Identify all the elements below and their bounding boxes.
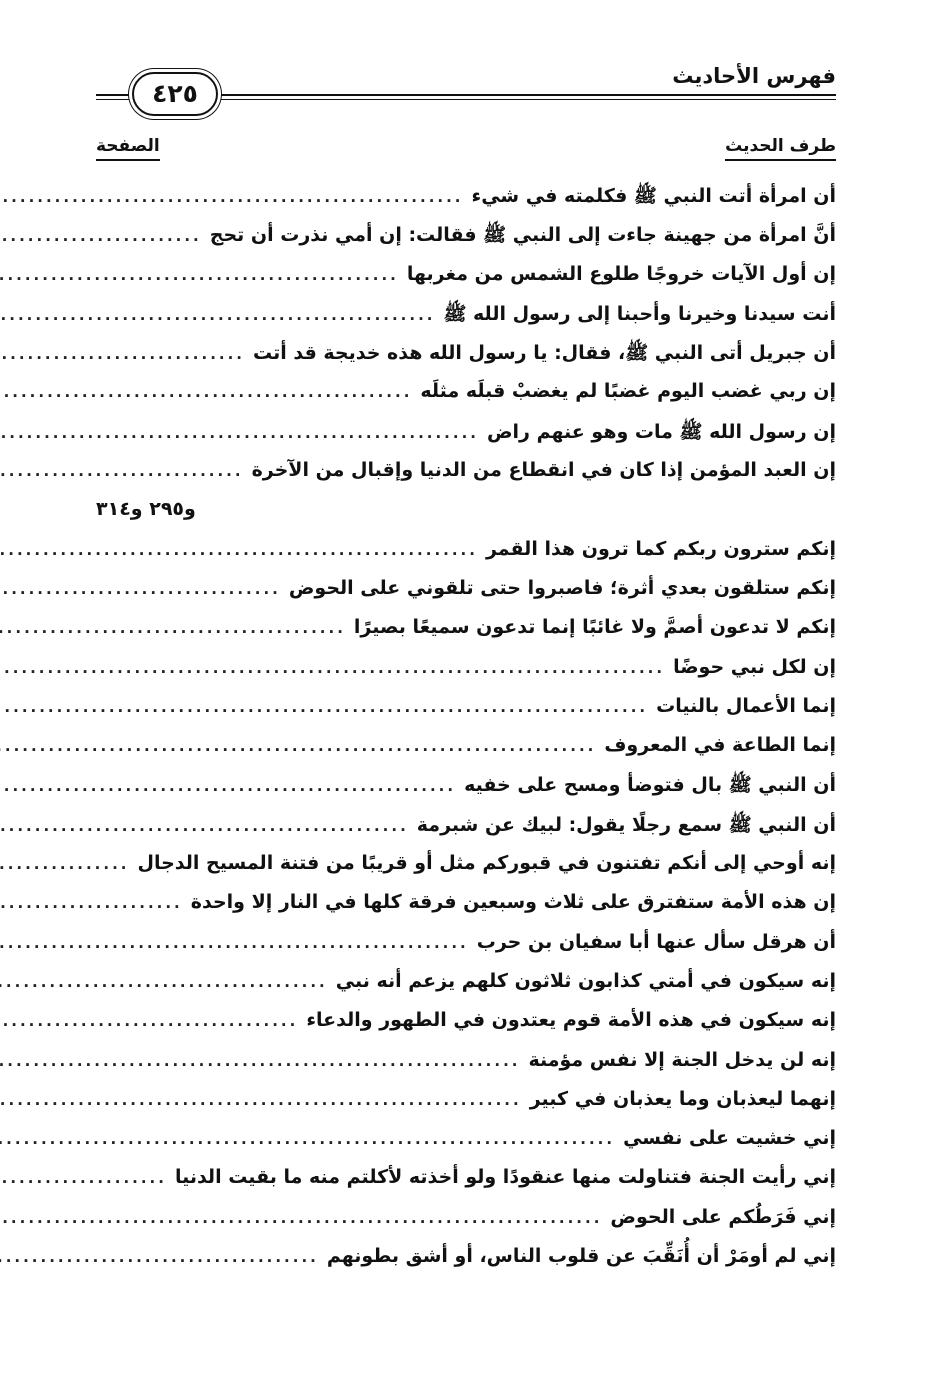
index-entry	[96, 223, 836, 262]
leader-dots	[0, 1052, 520, 1070]
index-entry	[96, 459, 836, 498]
entry-text: إن رسول الله ﷺ مات وهو عنهم راض	[486, 420, 836, 443]
leader-dots	[0, 580, 281, 598]
leader-dots	[0, 541, 478, 559]
index-entry	[96, 1127, 836, 1166]
entry-text: إني خشيت على نفسي	[623, 1127, 836, 1150]
leader-dots	[0, 1130, 615, 1148]
index-entry	[96, 341, 836, 380]
leader-dots	[0, 934, 469, 952]
leader-dots	[0, 1012, 298, 1030]
index-entry	[96, 1009, 836, 1048]
entry-text: أن هرقل سأل عنها أبا سفيان بن حرب	[476, 930, 836, 953]
index-entry	[96, 1245, 836, 1284]
index-entries	[96, 184, 836, 1284]
index-entry	[96, 616, 836, 655]
leader-dots	[0, 306, 435, 324]
leader-dots	[0, 894, 183, 912]
page-number: ٤٢٥	[132, 72, 218, 116]
index-entry	[96, 773, 836, 812]
entry-text: إن لكل نبي حوضًا	[673, 655, 836, 678]
page-title: فهرس الأحاديث	[672, 64, 836, 88]
header-rule-left	[96, 94, 130, 100]
leader-dots	[0, 777, 456, 795]
leader-dots	[0, 383, 412, 401]
leader-dots	[0, 1091, 522, 1109]
index-entry	[96, 891, 836, 930]
index-entry	[96, 577, 836, 616]
index-entry	[96, 656, 836, 695]
entry-text: أن النبي ﷺ بال فتوضأ ومسح على خفيه	[464, 774, 836, 797]
index-entry	[96, 184, 836, 223]
entry-text: إنه سيكون في هذه الأمة قوم يعتدون في الطهور والدعاء	[306, 1009, 836, 1032]
index-entry	[96, 538, 836, 577]
entry-text: إنكم سترون ربكم كما ترون هذا القمر	[485, 537, 836, 560]
leader-dots	[0, 462, 244, 480]
leader-dots	[0, 1248, 319, 1266]
entry-text: إنكم ستلقون بعدي أثرة؛ فاصبروا حتى تلقوني على الحوض	[288, 576, 836, 599]
entry-text: إنما الأعمال بالنيات	[656, 694, 836, 717]
index-entry	[96, 852, 836, 891]
entry-text: إني فَرَطُكم على الحوض	[610, 1205, 836, 1228]
leader-dots	[0, 1169, 167, 1187]
entry-text: إنكم لا تدعون أصمَّ ولا غائبًا إنما تدعون سميعًا بصيرًا	[353, 616, 836, 639]
entry-text: إن العبد المؤمن إذا كان في انقطاع من الدنيا وإقبال من الآخرة	[251, 459, 836, 482]
entry-text: أن النبي ﷺ سمع رجلًا يقول: لبيك عن شبرمة	[416, 813, 836, 836]
index-entry	[96, 695, 836, 734]
leader-dots	[0, 659, 665, 677]
entry-text: إنما الطاعة في المعروف	[604, 734, 836, 757]
entry-text: إن أول الآيات خروجًا طلوع الشمس من مغربها	[406, 262, 836, 285]
index-entry	[96, 1166, 836, 1205]
index-entry-continuation	[96, 498, 836, 537]
leader-dots	[0, 345, 245, 363]
leader-dots	[0, 424, 479, 442]
entry-text: إنهما ليعذبان وما يعذبان في كبير	[529, 1087, 836, 1110]
index-entry	[96, 1206, 836, 1245]
leader-dots	[0, 737, 596, 755]
entry-text: إن ربي غضب اليوم غضبًا لم يغضبْ قبلَه مثلَه	[420, 380, 836, 403]
leader-dots	[0, 698, 648, 716]
entry-text: إني لم أومَرْ أن أُنَقِّبَ عن قلوب الناس، أو أشق بطونهم	[326, 1245, 836, 1268]
entry-text: إن هذه الأمة ستفترق على ثلاث وسبعين فرقة كلها في النار إلا واحدة	[190, 891, 836, 914]
index-entry	[96, 380, 836, 419]
index-entry	[96, 302, 836, 341]
header-rule	[220, 94, 836, 100]
leader-dots	[0, 1209, 602, 1227]
leader-dots	[0, 266, 399, 284]
entry-text: أنَّ امرأة من جهينة جاءت إلى النبي ﷺ فقالت: إن أمي نذرت أن تحج	[209, 224, 836, 247]
index-entry	[96, 1049, 836, 1088]
column-heading-term: طرف الحديث	[725, 136, 836, 161]
index-entry	[96, 734, 836, 773]
leader-dots	[0, 188, 464, 206]
entry-text: أن امرأة أتت النبي ﷺ فكلمته في شيء	[471, 185, 836, 207]
leader-dots	[0, 619, 346, 637]
leader-dots	[0, 227, 202, 245]
entry-page: و٢٩٥ و٣١٤	[96, 498, 196, 521]
entry-text: أن جبريل أتى النبي ﷺ، فقال: يا رسول الله هذه خديجة قد أتت	[253, 342, 836, 365]
entry-text: أنت سيدنا وخيرنا وأحبنا إلى رسول الله ﷺ	[443, 302, 836, 325]
index-entry	[96, 970, 836, 1009]
index-entry	[96, 263, 836, 302]
entry-text: إنه لن يدخل الجنة إلا نفس مؤمنة	[528, 1048, 836, 1071]
entry-text: إنه سيكون في أمتي كذابون ثلاثون كلهم يزعم أنه نبي	[335, 969, 836, 992]
entry-text: إني رأيت الجنة فتناولت منها عنقودًا ولو أخذته لأكلتم منه ما بقيت الدنيا	[174, 1166, 836, 1189]
column-heading-page: الصفحة	[96, 136, 160, 161]
leader-dots	[0, 855, 129, 873]
index-entry	[96, 931, 836, 970]
index-entry	[96, 1088, 836, 1127]
running-header	[96, 62, 836, 112]
leader-dots	[0, 973, 328, 991]
index-entry	[96, 420, 836, 459]
leader-dots	[0, 817, 409, 835]
index-entry	[96, 813, 836, 852]
entry-text: إنه أوحي إلى أنكم تفتنون في قبوركم مثل أو قريبًا من فتنة المسيح الدجال	[137, 852, 836, 875]
